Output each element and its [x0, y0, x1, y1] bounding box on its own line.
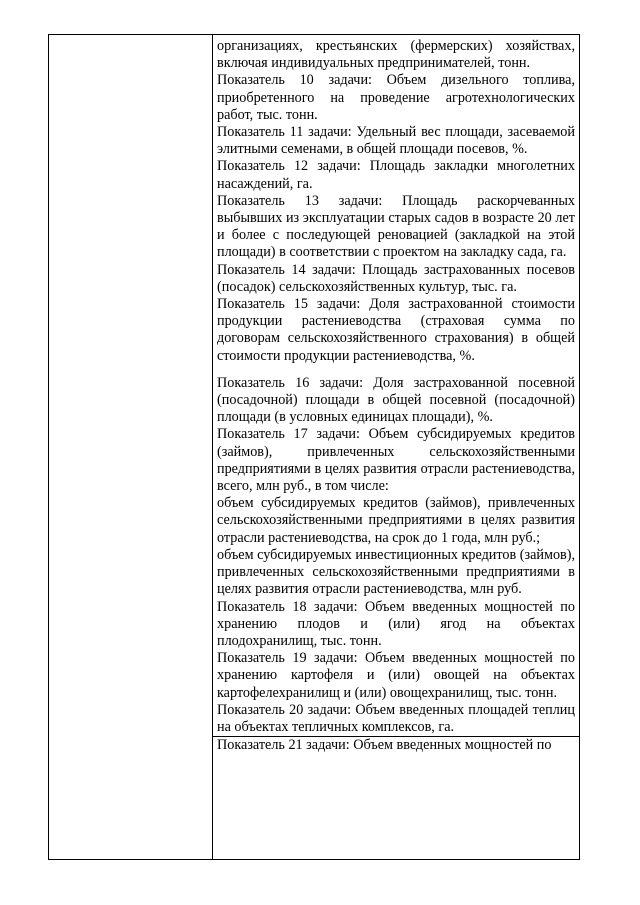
- indicator-10: Показатель 10 задачи: Объем дизельного топлива, приобретенного на проведение агротехнологических работ, тыс. тонн.: [217, 72, 575, 123]
- table-left-column: [49, 35, 213, 859]
- indicator-11: Показатель 11 задачи: Удельный вес площади, засеваемой элитными семенами, в общей площади посевов, %.: [217, 124, 575, 158]
- table-right-column: [213, 35, 579, 859]
- indicator-15: Показатель 15 задачи: Доля застрахованной стоимости продукции растениеводства (страховая сумма по договорам сельскохозяйственного страхования) в общей стоимости продукции растениеводства, %.: [217, 296, 575, 364]
- indicator-21: Показатель 21 задачи: Объем введенных мощностей по: [217, 737, 552, 754]
- indicator-13: Показатель 13 задачи: Площадь раскорчеванных выбывших из эксплуатации старых садов в возрасте 20 лет и более с последующей реновацией (закладкой на этой площади) в соответствии с проектом на закладку сада, га.: [217, 192, 575, 261]
- indicator-20: Показатель 20 задачи: Объем введенных площадей теплиц на объектах тепличных комплексов, га.: [217, 701, 575, 735]
- indicator-table: [48, 34, 580, 860]
- indicator-14: Показатель 14 задачи: Площадь застрахованных посевов (посадок) сельскохозяйственных культур, тыс. га.: [217, 261, 575, 295]
- indicator-18: Показатель 18 задачи: Объем введенных мощностей по хранению плодов и (или) ягод на объектах плодохранилищ, тыс. тонн.: [217, 598, 575, 649]
- indicator-17-short-term: объем субсидируемых кредитов (займов), привлеченных сельскохозяйственными предприятиями в целях развития отрасли растениеводства, на срок до 1 года, млн руб.;: [217, 495, 575, 546]
- indicator-19: Показатель 19 задачи: Объем введенных мощностей по хранению картофеля и (или) овощей на объектах картофелехранилищ и (или) овощехранилищ, тыс. тонн.: [217, 650, 575, 701]
- indicator-17: Показатель 17 задачи: Объем субсидируемых кредитов (займов), привлеченных сельскохозяйственными предприятиями в целях развития отрасли растениеводства, всего, млн руб., в том числе:: [217, 426, 575, 495]
- indicator-16: Показатель 16 задачи: Доля застрахованной посевной (посадочной) площади в общей посевной (посадочной) площади (в условных единицах площади), %.: [217, 374, 575, 426]
- paragraph-continuation: организациях, крестьянских (фермерских) хозяйствах, включая индивидуальных предпринимателей, тонн.: [217, 38, 575, 72]
- indicator-12: Показатель 12 задачи: Площадь закладки многолетних насаждений, га.: [217, 158, 575, 192]
- indicator-17-investment: объем субсидируемых инвестиционных кредитов (займов), привлеченных сельскохозяйственными предприятиями в целях развития отрасли растениеводства, млн руб.: [217, 546, 576, 598]
- table-cell-text: [213, 35, 579, 754]
